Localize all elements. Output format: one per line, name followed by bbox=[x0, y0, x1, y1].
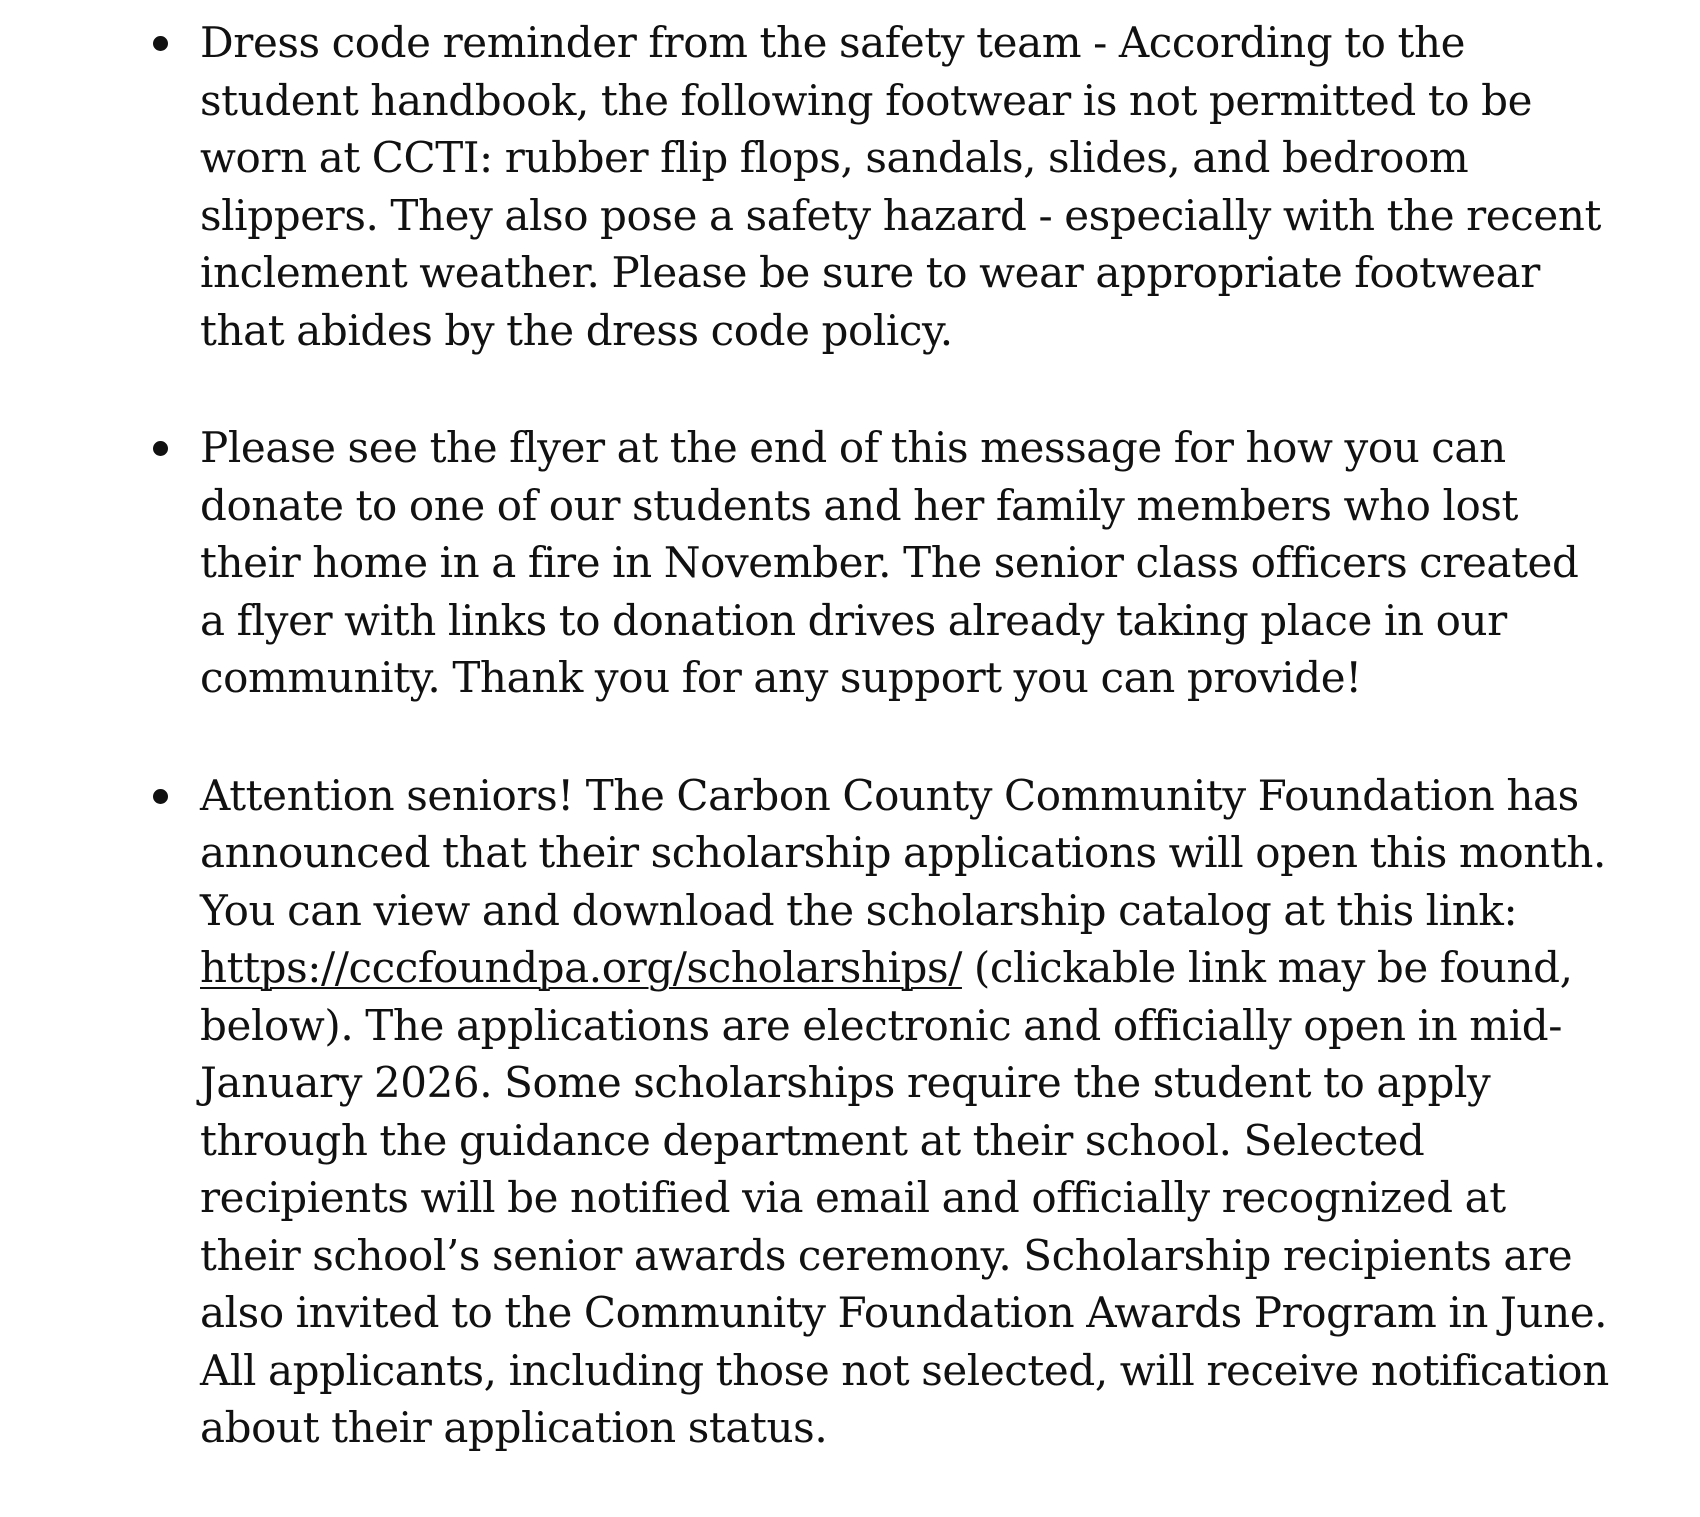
bullet-icon bbox=[153, 441, 168, 456]
list-item-donation-flyer bbox=[0, 419, 1610, 707]
list-item-text-after-link: (clickable link may be found, below). The applications are electronic and officially open in mid-January 2026. Some scholarships require the student to apply through the guidance department at their school. Selected recipients will be notified via email and officially recognized at their school’s senior awards ceremony. Scholarship recipients are also invited to the Community Foundation Awards Program in June. All applicants, including those not selected, will receive notification about their application status. bbox=[200, 943, 1609, 1452]
list-item-dress-code bbox=[0, 14, 1610, 359]
list-item-text-before-link: Attention seniors! The Carbon County Community Foundation has announced that their scholarship applications will open this month. You can view and download the scholarship catalog at this link: bbox=[200, 770, 1606, 935]
bullet-icon bbox=[153, 789, 168, 804]
list-item-text: Dress code reminder from the safety team - According to the student handbook, the following footwear is not permitted to be worn at CCTI: rubber flip flops, sandals, slides, and bedroom slippers. They also pose a safety hazard - especially with the recent inclement weather. Please be sure to wear appropriate footwear that abides by the dress code policy. bbox=[200, 18, 1601, 355]
scholarship-catalog-link[interactable]: https://cccfoundpa.org/scholarships/ bbox=[200, 943, 962, 992]
list-item-scholarships bbox=[0, 767, 1610, 1457]
announcement-list bbox=[0, 14, 1700, 1517]
bullet-icon bbox=[153, 36, 168, 51]
list-item-text: Please see the flyer at the end of this message for how you can donate to one of our students and her family members who lost their home in a fire in November. The senior class officers created a flyer with links to donation drives already taking place in our community. Thank you for any support you can provide! bbox=[200, 423, 1579, 702]
